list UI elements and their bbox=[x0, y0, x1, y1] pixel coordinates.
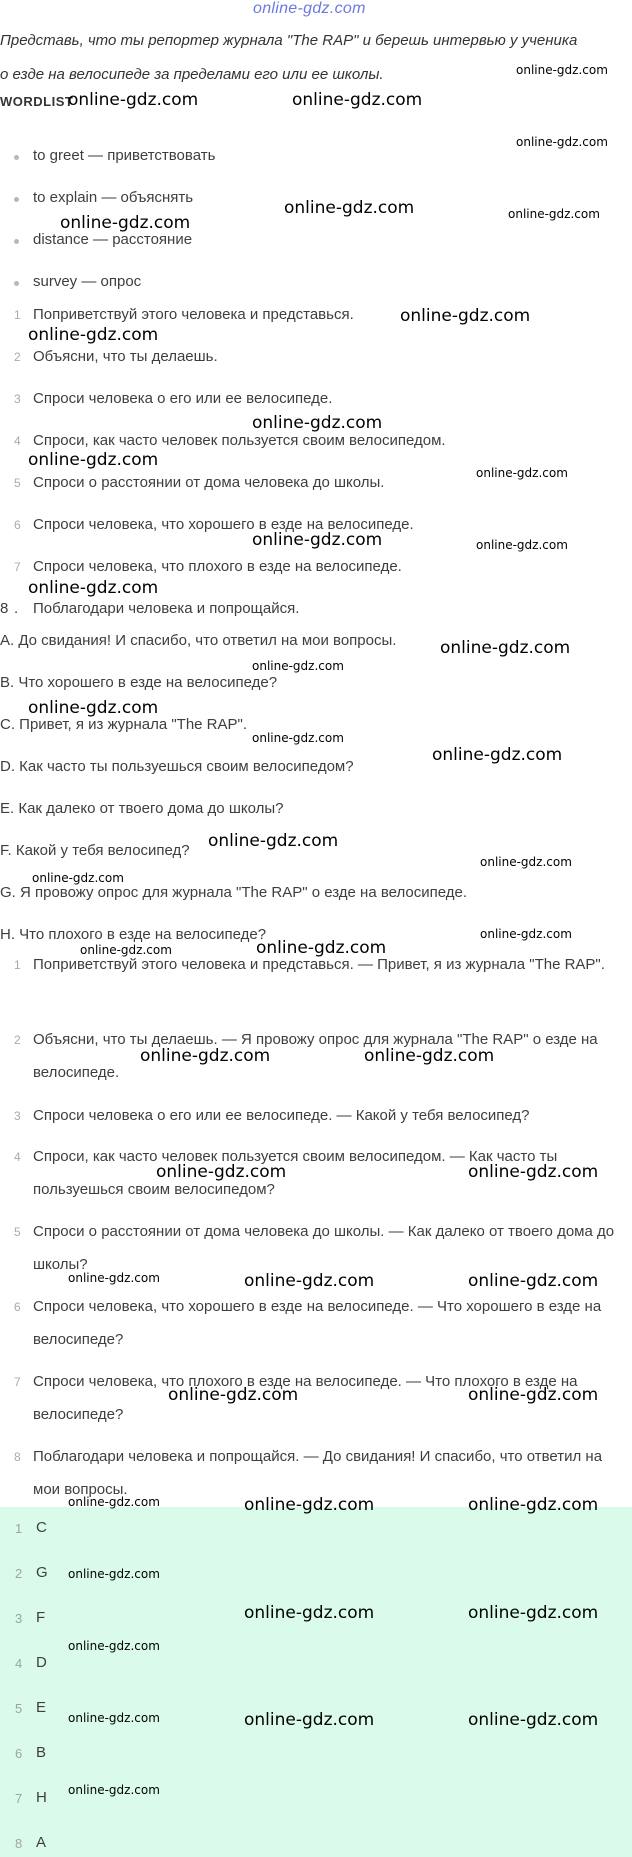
watermark: online-gdz.com bbox=[244, 1495, 375, 1515]
item-number: 6 bbox=[14, 518, 21, 532]
watermark: online-gdz.com bbox=[168, 1385, 299, 1405]
item-number: 8 bbox=[0, 600, 9, 617]
prompt-text: Спроси о расстоянии от дома человека до школы. bbox=[33, 474, 385, 491]
prompt-text: Поблагодари человека и попрощайся. bbox=[33, 600, 300, 617]
page: online-gdz.com Представь, что ты репортер журнала "The RAP" и берешь интервью у ученика о езде на велосипеде за пределами его или ее школы. WORDLIST to greet — приветствовать to explain — объяснять distance — расстояние survey — опрос 1 Поприветствуй этого человека и представься. 2 Объясни, что ты делаешь. 3 Спроси человека о его или ее велосипеде. 4 Спроси, как часто человек пользуется своим велосипедом. 5 Спроси о расстоянии от дома человека до школы. 6 Спроси человека, что хорошего в езде на велосипеде. 7 Спроси человека, что плохого в езде на велосипеде. 8 . Поблагодари человека и попрощайся. A. До свидания! И спасибо, что ответил на мои вопросы. B. Что хорошего в езде на велосипеде? C. Привет, я из журнала "The RAP". D. Как часто ты пользуешься своим велосипедом? E. Как далеко от твоего дома до школы? F. Какой у тебя велосипед? G. Я провожу опрос для журнала "The RAP" о езде на велосипеде. H. Что плохого в езде на велосипеде? 1 Поприветствуй этого человека и представься. — Привет, я из журнала "The RAP". 2 Объясни, что ты делаешь. — Я провожу опрос для журнала "The RAP" о езде на велосипеде. 3 Спроси человека о его или ее велосипеде. — Какой у тебя велосипед? 4 Спроси, как часто человек пользуется своим велосипедом. — Как часто ты пользуешься своим велосипедом? 5 Спроси о расстоянии от дома человека до школы. — Как далеко от твоего дома до школы? 6 Спроси человека, что хорошего в езде на велосипеде. — Что хорошего в езде на велосипеде? 7 Спроси человека, что плохого в езде на велосипеде. — Что плохого в езде на велосипеде? 8 Поблагодари человека и попрощайся. — До свидания! И спасибо, что ответил на мои вопросы. 1 C 2 G 3 F 4 D 5 E 6 B 7 H 8 A online-gdz.com online-gdz.com online-gdz.com online-gdz.com online-gdz.com online-gdz.com online-gdz.com online-gdz.com online-gdz.com online-gdz.com online-gdz.com online-gdz.com online-gdz.com online-gdz.com online-gdz.com online-gdz.com online-gdz.com online-gdz.com online-gdz.com online-gdz.com online-gdz.com online-gdz.com online-gdz.com online-gdz.com online-gdz.com online-gdz.com online-gdz.com online-gdz.com online-gdz.com online-gdz.com online-gdz.com online-gdz.com online-gdz.com online-gdz.com online-gdz.com online-gdz.com online-gdz.com online-gdz.com online-gdz.com online-gdz.com online-gdz.com online-gdz.com online-gdz.com online-gdz.com online-gdz.com online-gdz.com bbox=[0, 0, 632, 1857]
watermark: online-gdz.com bbox=[252, 659, 344, 673]
site-logo[interactable]: online-gdz.com bbox=[253, 0, 366, 17]
item-number: 4 bbox=[14, 1150, 21, 1164]
answer-letter: A bbox=[36, 1834, 47, 1851]
watermark: online-gdz.com bbox=[468, 1710, 599, 1730]
watermark: online-gdz.com bbox=[292, 90, 423, 110]
answer-letter: B bbox=[36, 1744, 47, 1761]
task-text-line-1: Представь, что ты репортер журнала "The RAP" и берешь интервью у ученика bbox=[0, 32, 578, 49]
watermark: online-gdz.com bbox=[364, 1046, 495, 1066]
wordlist-item-text: to greet — приветствовать bbox=[33, 147, 216, 164]
watermark: online-gdz.com bbox=[68, 1271, 160, 1285]
watermark: online-gdz.com bbox=[252, 413, 383, 433]
option-e: E. Как далеко от твоего дома до школы? bbox=[0, 800, 284, 817]
watermark: online-gdz.com bbox=[400, 306, 531, 326]
watermark: online-gdz.com bbox=[208, 831, 339, 851]
prompt-text: Спроси, как часто человек пользуется своим велосипедом. bbox=[33, 432, 446, 449]
bullet-icon bbox=[14, 155, 19, 160]
prompt-text: Спроси человека, что плохого в езде на велосипеде. bbox=[33, 558, 402, 575]
answer-text: Поприветствуй этого человека и представься. — Привет, я из журнала "The RAP". bbox=[33, 956, 605, 973]
item-number: 8 bbox=[15, 1836, 23, 1851]
watermark: online-gdz.com bbox=[476, 538, 568, 552]
answer-text: Спроси человека, что плохого в езде на велосипеде. — Что плохого в езде на велосипеде? bbox=[33, 1373, 578, 1423]
wordlist-item-text: distance — расстояние bbox=[33, 231, 193, 248]
option-h: H. Что плохого в езде на велосипеде? bbox=[0, 926, 267, 943]
watermark: online-gdz.com bbox=[28, 698, 159, 718]
watermark: online-gdz.com bbox=[468, 1603, 599, 1623]
item-number: 6 bbox=[14, 1300, 21, 1314]
watermark: online-gdz.com bbox=[28, 578, 159, 598]
watermark: online-gdz.com bbox=[516, 63, 608, 77]
watermark: online-gdz.com bbox=[468, 1495, 599, 1515]
watermark: online-gdz.com bbox=[284, 198, 415, 218]
option-g: G. Я провожу опрос для журнала "The RAP" о езде на велосипеде. bbox=[0, 884, 468, 901]
item-number: 5 bbox=[14, 476, 21, 490]
option-f: F. Какой у тебя велосипед? bbox=[0, 842, 190, 859]
answer-text: Спроси человека о его или ее велосипеде. — Какой у тебя велосипед? bbox=[33, 1107, 530, 1124]
watermark: online-gdz.com bbox=[252, 731, 344, 745]
watermark: online-gdz.com bbox=[68, 1567, 160, 1581]
watermark: online-gdz.com bbox=[28, 450, 159, 470]
answer-letter: D bbox=[36, 1654, 47, 1671]
answer-text: Спроси, как часто человек пользуется своим велосипедом. — Как часто ты пользуешься своим велосипедом? bbox=[33, 1148, 558, 1198]
watermark: online-gdz.com bbox=[60, 213, 191, 233]
bullet-icon bbox=[14, 281, 19, 286]
item-number: 7 bbox=[14, 1375, 21, 1389]
prompt-text: Спроси человека о его или ее велосипеде. bbox=[33, 390, 333, 407]
item-number: 8 bbox=[14, 1450, 21, 1464]
item-number: 5 bbox=[15, 1701, 23, 1716]
watermark: online-gdz.com bbox=[508, 207, 600, 221]
option-a: A. До свидания! И спасибо, что ответил на мои вопросы. bbox=[0, 632, 397, 649]
wordlist-item-text: to explain — объяснять bbox=[33, 189, 194, 206]
watermark: online-gdz.com bbox=[244, 1271, 375, 1291]
watermark: online-gdz.com bbox=[440, 638, 571, 658]
watermark: online-gdz.com bbox=[468, 1271, 599, 1291]
item-number: 7 bbox=[15, 1791, 23, 1806]
watermark: online-gdz.com bbox=[256, 938, 387, 958]
item-number: 6 bbox=[15, 1746, 23, 1761]
watermark: online-gdz.com bbox=[480, 927, 572, 941]
answer-letter: H bbox=[36, 1789, 47, 1806]
watermark: online-gdz.com bbox=[32, 871, 124, 885]
watermark: online-gdz.com bbox=[516, 135, 608, 149]
item-number: 2 bbox=[14, 1033, 21, 1047]
watermark: online-gdz.com bbox=[68, 1711, 160, 1725]
option-c: C. Привет, я из журнала "The RAP". bbox=[0, 716, 248, 733]
prompt-text: Поприветствуй этого человека и представься. bbox=[33, 306, 354, 323]
watermark: online-gdz.com bbox=[28, 325, 159, 345]
bullet-icon bbox=[14, 239, 19, 244]
item-number: 1 bbox=[14, 308, 21, 322]
answer-text: Спроси о расстоянии от дома человека до школы. — Как далеко от твоего дома до школы? bbox=[33, 1223, 615, 1273]
item-number: 3 bbox=[14, 1109, 21, 1123]
answer-letter: G bbox=[36, 1564, 48, 1581]
option-b: B. Что хорошего в езде на велосипеде? bbox=[0, 674, 278, 691]
item-number: 1 bbox=[15, 1521, 23, 1536]
answer-letter: E bbox=[36, 1699, 47, 1716]
watermark: online-gdz.com bbox=[68, 90, 199, 110]
watermark: online-gdz.com bbox=[432, 745, 563, 765]
item-number: 3 bbox=[14, 392, 21, 406]
item-number: 5 bbox=[14, 1225, 21, 1239]
option-d: D. Как часто ты пользуешься своим велосипедом? bbox=[0, 758, 354, 775]
answer-key-panel bbox=[0, 1507, 632, 1857]
watermark: online-gdz.com bbox=[244, 1603, 375, 1623]
watermark: online-gdz.com bbox=[476, 466, 568, 480]
watermark: online-gdz.com bbox=[68, 1495, 160, 1509]
item-number: 3 bbox=[15, 1611, 23, 1626]
watermark: online-gdz.com bbox=[80, 943, 172, 957]
item-number: 7 bbox=[14, 560, 21, 574]
task-text-line-2: о езде на велосипеде за пределами его или ее школы. bbox=[0, 66, 384, 83]
item-number: 2 bbox=[15, 1566, 23, 1581]
watermark: online-gdz.com bbox=[468, 1385, 599, 1405]
watermark: online-gdz.com bbox=[480, 855, 572, 869]
answer-text: Поблагодари человека и попрощайся. — До свидания! И спасибо, что ответил на мои вопросы. bbox=[33, 1448, 603, 1498]
wordlist-item-text: survey — опрос bbox=[33, 273, 142, 290]
watermark: online-gdz.com bbox=[156, 1162, 287, 1182]
answer-text: Спроси человека, что хорошего в езде на велосипеде. — Что хорошего в езде на велосипеде? bbox=[33, 1298, 602, 1348]
answer-letter: F bbox=[36, 1609, 46, 1626]
answer-letter: C bbox=[36, 1519, 47, 1536]
bullet-icon bbox=[14, 197, 19, 202]
watermark: online-gdz.com bbox=[468, 1162, 599, 1182]
watermark: online-gdz.com bbox=[140, 1046, 271, 1066]
item-number: 2 bbox=[14, 350, 21, 364]
watermark: online-gdz.com bbox=[68, 1639, 160, 1653]
prompt-text: Спроси человека, что хорошего в езде на велосипеде. bbox=[33, 516, 414, 533]
wordlist-title: WORDLIST bbox=[0, 94, 74, 109]
item-number: 4 bbox=[14, 434, 21, 448]
prompt-text: Объясни, что ты делаешь. bbox=[33, 348, 218, 365]
item-number: 4 bbox=[15, 1656, 23, 1671]
answer-text: Объясни, что ты делаешь. — Я провожу опрос для журнала "The RAP" о езде на велосипеде. bbox=[33, 1031, 598, 1081]
watermark: online-gdz.com bbox=[252, 530, 383, 550]
item-number: 1 bbox=[14, 958, 21, 972]
watermark: online-gdz.com bbox=[244, 1710, 375, 1730]
watermark: online-gdz.com bbox=[68, 1783, 160, 1797]
